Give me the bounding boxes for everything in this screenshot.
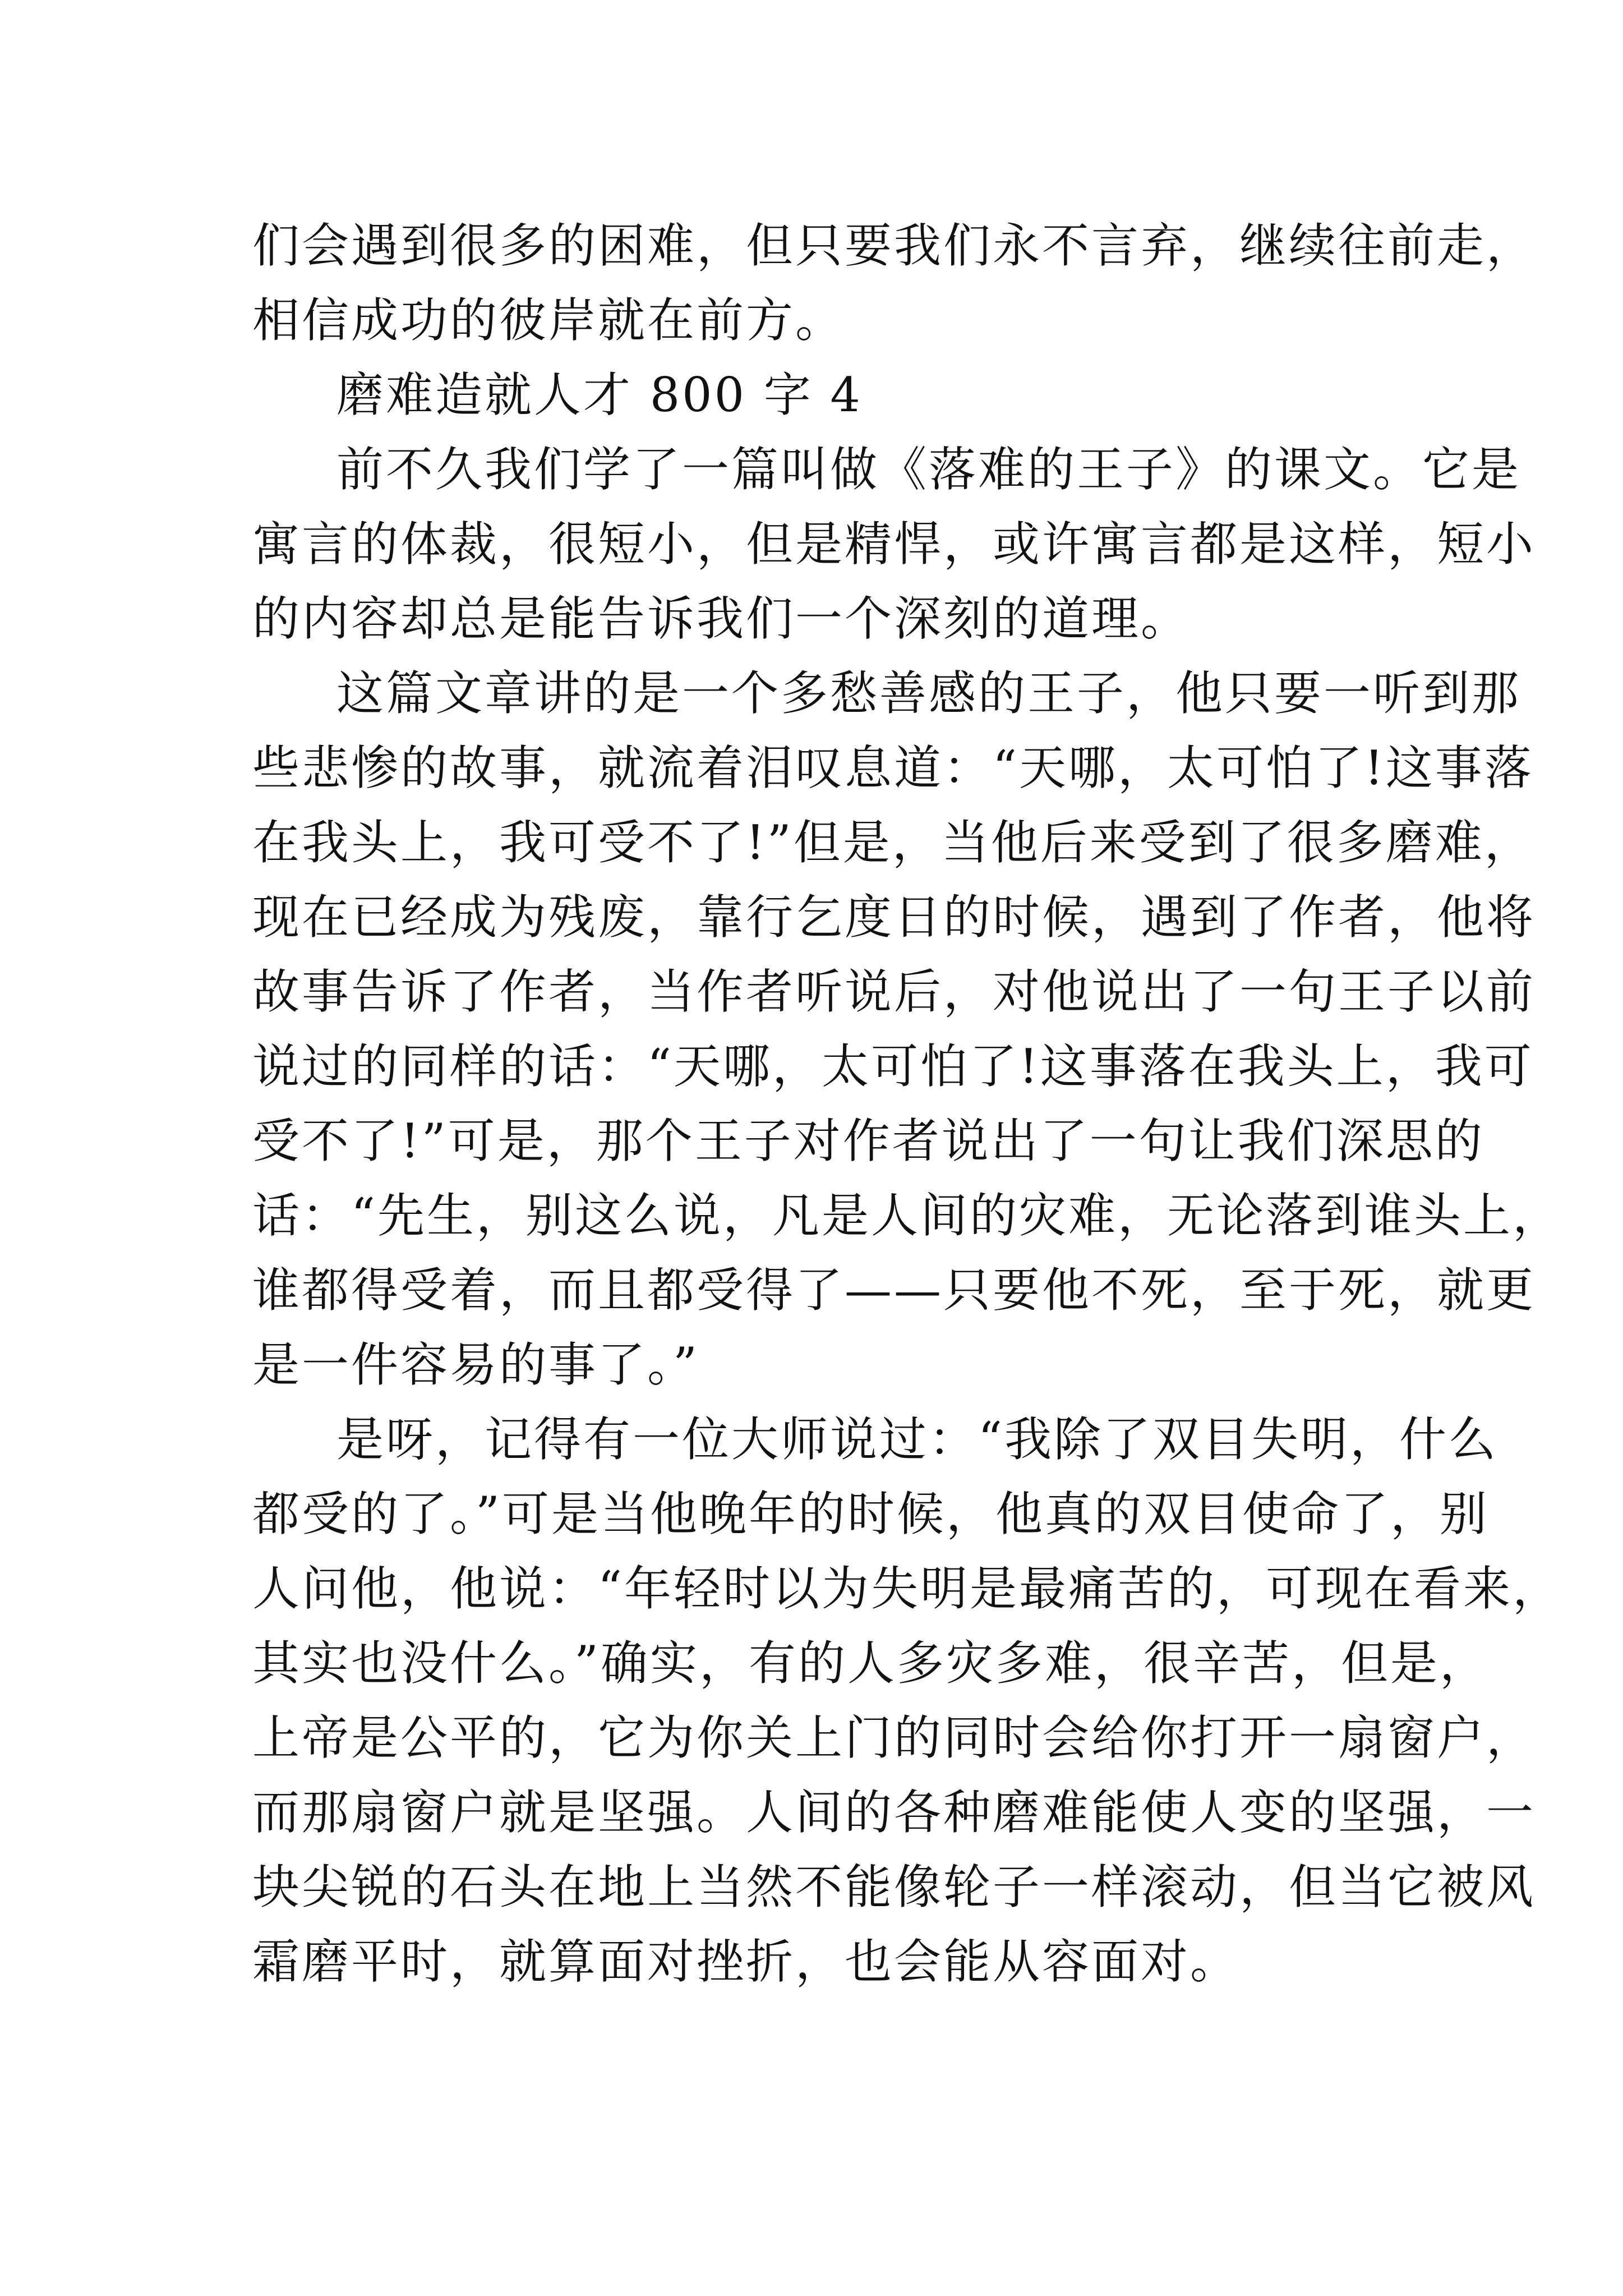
text-line: 寓言的体裁，很短小，但是精悍，或许寓言都是这样，短小 xyxy=(252,517,1536,572)
text-line: 其实也没什么。”确实，有的人多灾多难，很辛苦，但是， xyxy=(252,1636,1489,1691)
text-line: 现在已经成为残废，靠行乞度日的时候，遇到了作者，他将 xyxy=(252,890,1536,945)
text-line: 受不了!”可是，那个王子对作者说出了一句让我们深思的 xyxy=(252,1114,1484,1168)
text-line: 这篇文章讲的是一个多愁善感的王子，他只要一听到那 xyxy=(336,666,1521,721)
text-line: 在我头上，我可受不了!”但是，当他后来受到了很多磨难， xyxy=(252,815,1534,870)
text-line: 故事告诉了作者，当作者听说后，对他说出了一句王子以前 xyxy=(252,964,1536,1019)
text-line: 是呀，记得有一位大师说过：“我除了双目失明，什么 xyxy=(336,1412,1498,1467)
text-line: 上帝是公平的，它为你关上门的同时会给你打开一扇窗户， xyxy=(252,1710,1536,1765)
text-line: 都受的了。”可是当他晚年的时候，他真的双目使命了，别 xyxy=(252,1487,1489,1542)
text-line: 谁都得受着，而且都受得了——只要他不死，至于死，就更 xyxy=(252,1263,1536,1318)
text-line: 们会遇到很多的困难，但只要我们永不言弃，继续往前走， xyxy=(252,218,1536,273)
text-line: 相信成功的彼岸就在前方。 xyxy=(252,293,845,348)
text-line: 人问他，他说：“年轻时以为失明是最痛苦的，可现在看来， xyxy=(252,1561,1562,1616)
text-line: 些悲惨的故事，就流着泪叹息道：“天哪，太可怕了!这事落 xyxy=(252,740,1534,795)
text-line: 是一件容易的事了。” xyxy=(252,1337,699,1392)
text-line: 话：“先生，别这么说，凡是人间的灾难，无论落到谁头上， xyxy=(252,1188,1562,1243)
text-line: 而那扇窗户就是坚强。人间的各种磨难能使人变的坚强，一 xyxy=(252,1785,1536,1840)
text-line: 块尖锐的石头在地上当然不能像轮子一样滚动，但当它被风 xyxy=(252,1860,1536,1915)
section-heading: 磨难造就人才 800 字 4 xyxy=(336,367,863,422)
text-line: 霜磨平时，就算面对挫折，也会能从容面对。 xyxy=(252,1934,1240,1989)
text-line: 的内容却总是能告诉我们一个深刻的道理。 xyxy=(252,591,1191,646)
text-line: 前不久我们学了一篇叫做《落难的王子》的课文。它是 xyxy=(336,442,1521,497)
text-line: 说过的同样的话：“天哪，太可怕了!这事落在我头上，我可 xyxy=(252,1039,1534,1094)
document-body xyxy=(252,209,1562,1999)
